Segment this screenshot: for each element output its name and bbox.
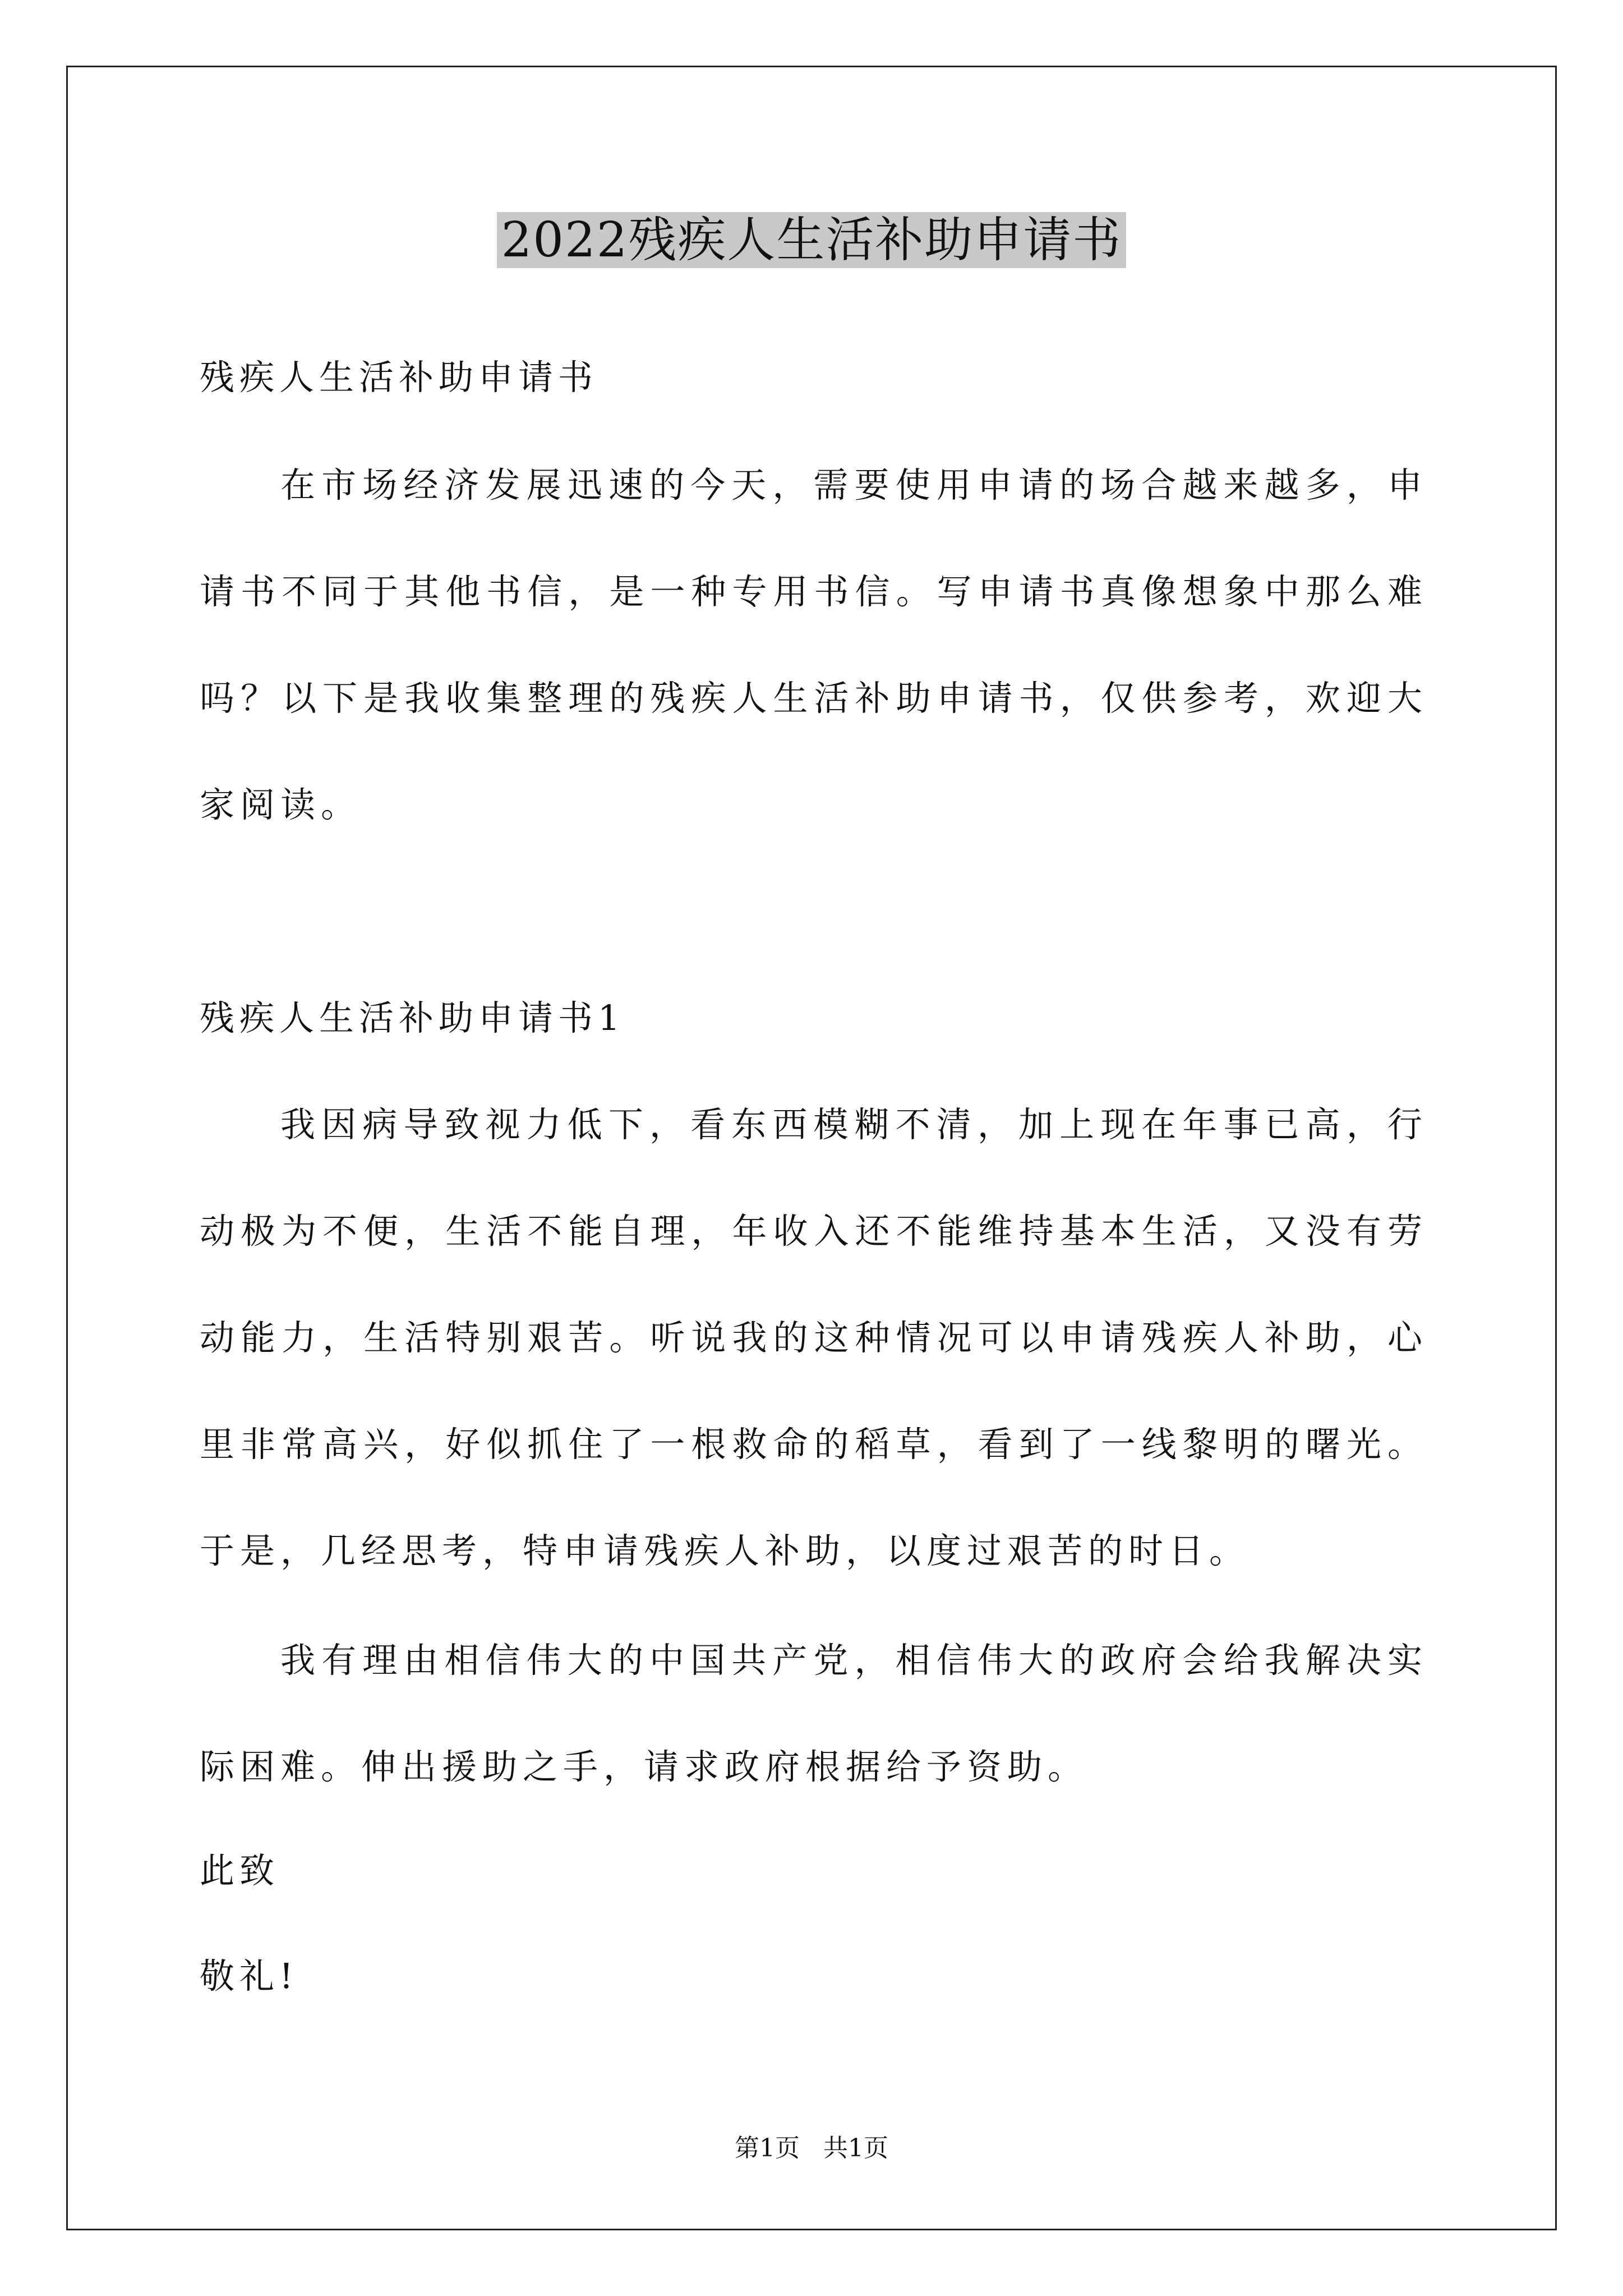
closing-salutation: 此致 bbox=[200, 1850, 280, 1891]
closing-regards: 敬礼! bbox=[200, 1955, 298, 1996]
document-title-text: 2022残疾人生活补助申请书 bbox=[497, 212, 1127, 268]
page-number-footer: 第1页 共1页 bbox=[735, 2134, 888, 2162]
body-paragraph-1: 我因病导致视力低下，看东西模糊不清，加上现在年事已高，行动极为不便，生活不能自理，年收入还不能维持基本生活，又没有劳动能力，生活特别艰苦。听说我的这种情况可以申请残疾人补助，心里非常高兴，好似抓住了一根救命的稻草，看到了一线黎明的曙光。于是，几经思考，特申请残疾人补助，以度过艰苦的时日。 bbox=[200, 1104, 1428, 1571]
intro-paragraph: 在市场经济发展迅速的今天，需要使用申请的场合越来越多，申请书不同于其他书信，是一种专用书信。写申请书真像想象中那么难吗？以下是我收集整理的残疾人生活补助申请书，仅供参考，欢迎大家阅读。 bbox=[200, 464, 1428, 825]
document-title bbox=[0, 201, 1623, 279]
section-heading: 残疾人生活补助申请书1 bbox=[200, 997, 625, 1038]
body-paragraph-2: 我有理由相信伟大的中国共产党，相信伟大的政府会给我解决实际困难。伸出援助之手，请求政府根据给予资助。 bbox=[200, 1640, 1428, 1787]
document-subtitle: 残疾人生活补助申请书 bbox=[200, 357, 598, 398]
